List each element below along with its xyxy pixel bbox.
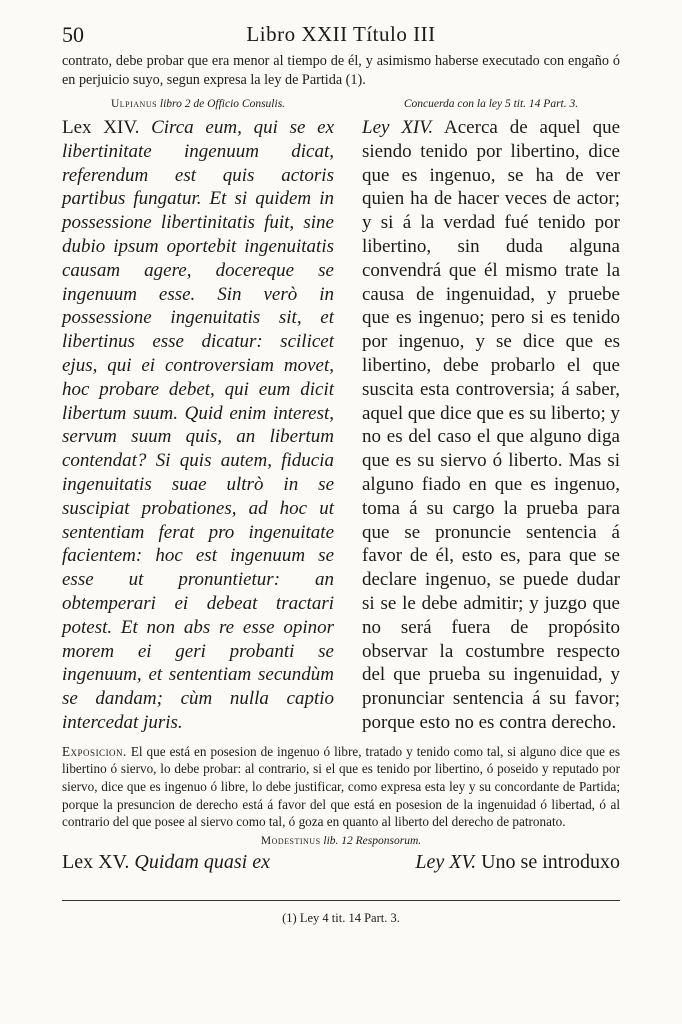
exposicion-body: El que está en posesion de ingenuo ó libre, tratado y tenido como tal, si alguno dice que es libertino ó siervo, lo debe probar: al contrario, si el que es tenido por libertino, ó poseido y reputado por siervo, dice que es ingenuo ó libre, lo debe justificar, como expresa esta ley y su concordante de Partida; porque la presuncion de derecho está á favor del que está en posesion de la ingenuidad ó libertad, ó al contrario del que posee al siervo como tal, ó goza en quanto al liberto del derecho de patronato. (62, 743, 620, 830)
next-source-author: Modestinus (260, 834, 321, 847)
next-spanish-label: Ley XV. (415, 850, 477, 873)
latin-law-label: Lex XIV. (62, 117, 140, 138)
latin-law-text (62, 116, 334, 735)
exposicion-label: Exposicion. (62, 743, 127, 759)
spanish-law-text (362, 116, 620, 735)
next-spanish-start (362, 851, 620, 874)
source-author: Ulpianus (110, 98, 158, 110)
latin-law-body: Circa eum, qui se ex libertinitate ingenuum dicat, referendum est quis actoris partibus fungatur. Et si quidem in possessione libertinitatis fuit, sine dubio ipsum oportebit ingenuitatis causam agere, docereque se ingenuum esse. Sin verò in possessione ingenuitatis sit, et libertinus esse dicatur: scilicet ejus, qui ei controversiam movet, hoc probare debet, qui eum dicit libertum suum. Quid enim interest, servum suum quis, an libertum contendat? Si quis autem, fiducia ingenuitatis suae ultrò in se suscipiat probationes, ad hoc ut sententiam ferat pro ingenuitate facientem: hoc est ingenuum se esse ut pronuntietur: an obtemperari ei debeat tractari potest. Et non abs re esse opinor morem ei geri probanti se ingenuum, et sententiam secundùm se dandam; cùm nulla captio intercedat juris. (62, 117, 335, 733)
spanish-law-body: Acerca de aquel que siendo tenido por libertino, dice que es ingenuo, se ha de ver quien ha de hacer veces de actor; y si á la verdad fué tenido por libertino, sin duda alguna convendrá que él mismo trate la causa de ingenuidad, y pruebe que es ingenuo; pero si es tenido por ingenuo, y se dice que es libertino, debe probarlo el que suscita esta controversia; á saber, aquel que dice que es su liberto; y no es del caso el que alguno diga que es su siervo ó liberto. Mas si alguno fiado en que es ingenuo, toma á su cargo la prueba para que se pronuncie sentencia á favor de él, esto es, para que se declare ingenuo, se puede dudar si se le debe admitir; y juzgo que no será fuera de propósito observar la costumbre respecto del que prueba su ingenuidad, y pronunciar sentencia á su favor; porque esto no es contra derecho. (362, 117, 621, 733)
next-spanish-text: Uno se introduxo (481, 850, 620, 873)
next-latin-label: Lex XV. (62, 850, 130, 873)
running-head: Libro XXII Título III (246, 22, 436, 46)
next-latin-text: Quidam quasi ex (134, 850, 270, 873)
next-source-work: lib. 12 Responsorum. (323, 834, 422, 847)
footnote-rule (62, 900, 620, 901)
page-number: 50 (62, 22, 84, 47)
spanish-column (362, 98, 620, 735)
source-work: libro 2 de Officio Consulis. (159, 98, 286, 110)
latin-column (62, 98, 334, 735)
page (62, 22, 620, 926)
next-latin-start (62, 851, 334, 874)
spanish-law-label: Ley XIV. (362, 117, 434, 138)
footnote: (1) Ley 4 tit. 14 Part. 3. (282, 910, 400, 925)
exposicion-paragraph (62, 743, 620, 831)
next-law-source (62, 835, 620, 847)
spanish-source: Concuerda con la ley 5 tit. 14 Part. 3. (403, 98, 579, 110)
latin-source (62, 98, 334, 110)
parallel-columns (62, 98, 620, 735)
intro-paragraph: contrato, debe probar que era menor al tiempo de él, y asimismo haberse executado con engaño ó en perjuicio suyo, segun expresa la ley de Partida (1). (62, 53, 620, 88)
next-law-starts (62, 851, 620, 874)
page-header (62, 22, 620, 52)
